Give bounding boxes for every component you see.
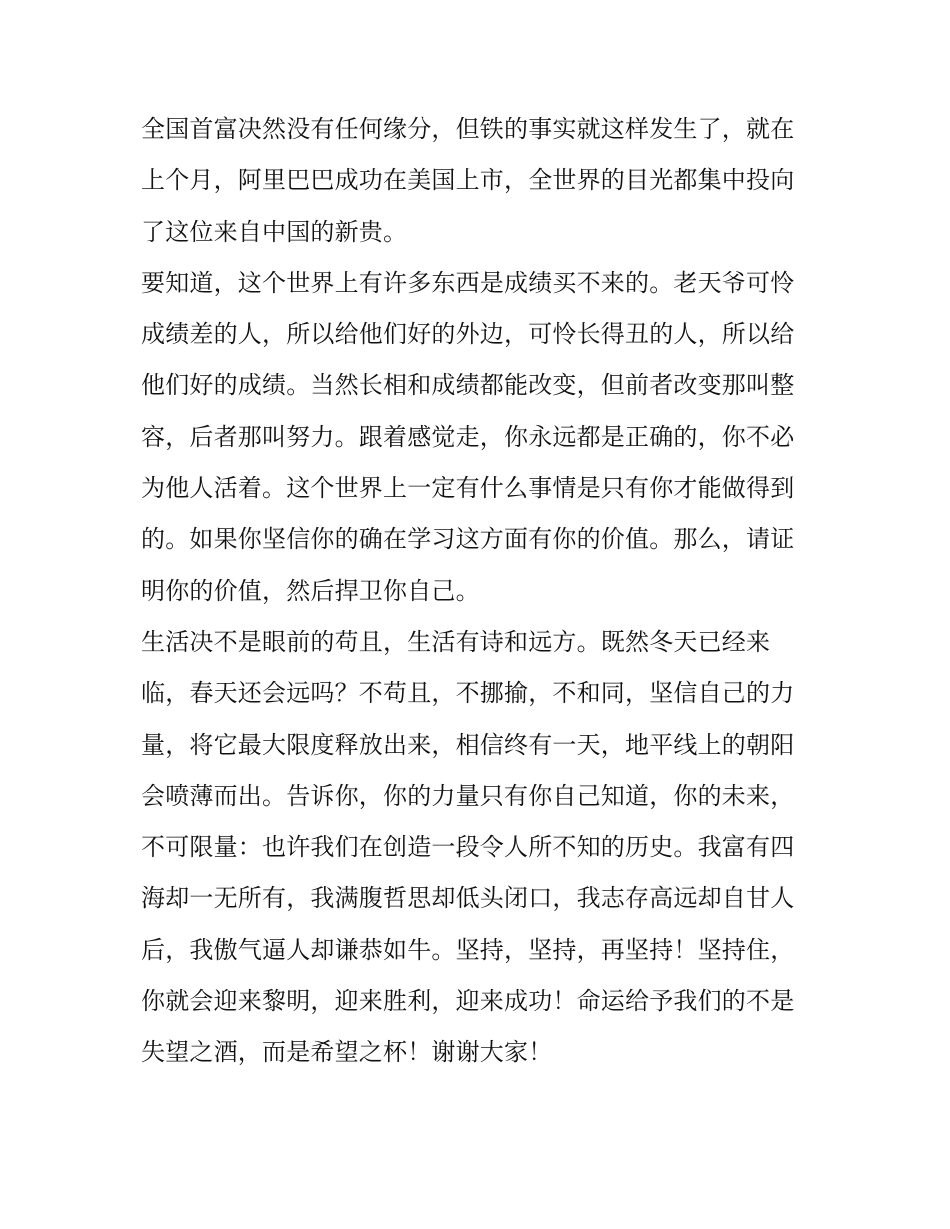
- text-line: 全国首富决然没有任何缘分，但铁的事实就这样发生了，就在: [141, 115, 795, 143]
- text-line: 成绩差的人，所以给他们好的外边，可怜长得丑的人，所以给: [141, 320, 795, 349]
- text-line: 临，春天还会远吗？不苟且，不挪揄，不和同，坚信自己的力: [141, 679, 795, 708]
- text-line: 上个月，阿里巴巴成功在美国上市，全世界的目光都集中投向: [141, 166, 795, 195]
- text-line: 生活决不是眼前的苟且，生活有诗和远方。既然冬天已经来: [141, 627, 771, 656]
- text-line: 为他人活着。这个世界上一定有什么事情是只有你才能做得到: [141, 474, 795, 503]
- text-line: 后，我傲气逼人却谦恭如牛。坚持，坚持，再坚持！坚持住，: [141, 935, 795, 964]
- body-text: [141, 104, 821, 1079]
- text-line: 他们好的成绩。当然长相和成绩都能改变，但前者改变那叫整: [141, 371, 795, 400]
- text-line: 的。如果你坚信你的确在学习这方面有你的价值。那么，请证: [141, 525, 795, 554]
- text-line: 你就会迎来黎明，迎来胜利，迎来成功！命运给予我们的不是: [141, 987, 795, 1016]
- text-line: 明你的价值，然后捍卫你自己。: [141, 576, 480, 605]
- text-line: 了这位来自中国的新贵。: [141, 217, 408, 246]
- text-line: 会喷薄而出。告诉你，你的力量只有你自己知道，你的未来，: [141, 781, 795, 810]
- text-line: 失望之酒，而是希望之杯！谢谢大家！: [141, 1038, 553, 1067]
- text-line: 要知道，这个世界上有许多东西是成绩买不来的。老天爷可怜: [141, 268, 795, 297]
- text-line: 容，后者那叫努力。跟着感觉走，你永远都是正确的，你不必: [141, 422, 795, 451]
- text-line: 量，将它最大限度释放出来，相信终有一天，地平线上的朝阳: [141, 730, 795, 759]
- text-line: 不可限量：也许我们在创造一段令人所不知的历史。我富有四: [141, 833, 795, 862]
- text-line: 海却一无所有，我满腹哲思却低头闭口，我志存高远却自甘人: [141, 884, 795, 913]
